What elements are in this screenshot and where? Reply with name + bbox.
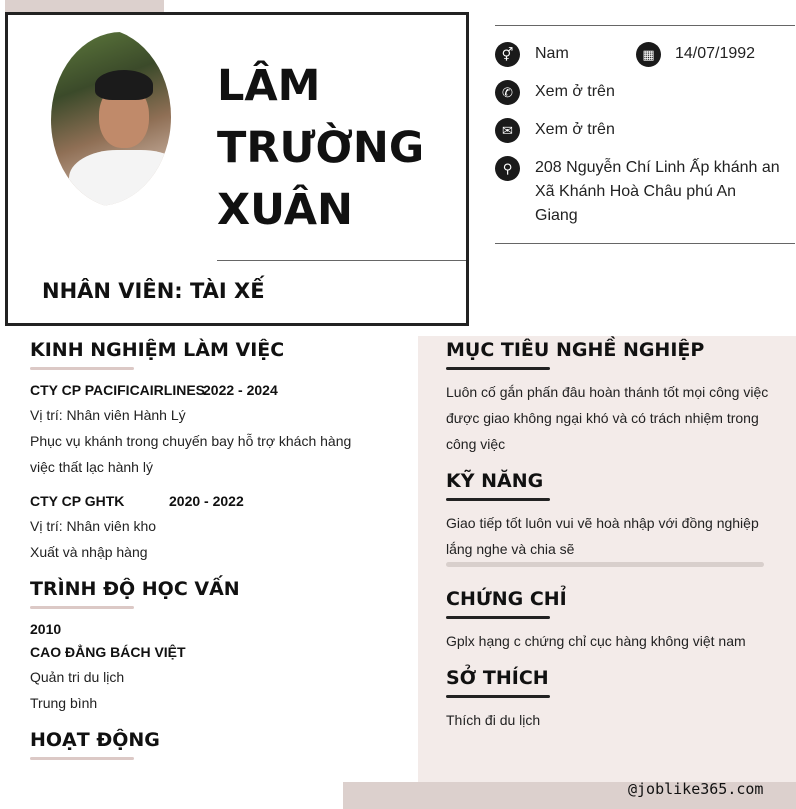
objective-heading: MỤC TIÊU NGHỀ NGHIỆP bbox=[446, 339, 705, 361]
name-line: XUÂN bbox=[217, 185, 354, 235]
gender-icon: ⚥ bbox=[495, 42, 520, 67]
location-pin-icon: ⚲ bbox=[495, 156, 520, 181]
education-heading: TRÌNH ĐỘ HỌC VẤN bbox=[30, 578, 240, 600]
skills-line: Giao tiếp tốt luôn vui vẽ hoà nhập với đồng nghiệp bbox=[446, 515, 759, 531]
job-description-line: việc thất lạc hành lý bbox=[30, 459, 153, 475]
job-company: CTY CP GHTK bbox=[30, 493, 125, 509]
objective-text bbox=[446, 379, 775, 457]
certificates-heading-bar bbox=[446, 616, 550, 619]
certificates-heading: CHỨNG CHỈ bbox=[446, 588, 567, 610]
hobbies-text: Thích đi du lịch bbox=[446, 712, 541, 728]
avatar-photo bbox=[51, 32, 171, 206]
education-heading-bar bbox=[30, 606, 134, 609]
certificates-text: Gplx hạng c chứng chỉ cục hàng không việt nam bbox=[446, 633, 746, 649]
objective-line: công việc bbox=[446, 436, 506, 452]
objective-line: Luôn cố gắn phấn đâu hoàn thánh tốt mọi công việc bbox=[446, 384, 769, 400]
hobbies-heading: SỞ THÍCH bbox=[446, 667, 549, 689]
job-company: CTY CP PACIFICAIRLINES bbox=[30, 382, 206, 398]
address-line: 208 Nguyễn Chí Linh Ấp khánh an bbox=[535, 159, 780, 176]
birthdate-value: 14/07/1992 bbox=[675, 45, 756, 62]
address-line: Xã Khánh Hoà Châu phú An bbox=[535, 183, 737, 200]
name-divider bbox=[217, 260, 466, 261]
site-watermark: @joblike365.com bbox=[628, 780, 764, 798]
job-period: 2022 - 2024 bbox=[203, 382, 278, 398]
activities-heading: HOẠT ĐỘNG bbox=[30, 729, 160, 751]
avatar bbox=[25, 28, 171, 206]
job-role: NHÂN VIÊN: TÀI XẾ bbox=[42, 279, 265, 303]
contact-divider-top bbox=[495, 25, 795, 26]
job-description-line: Xuất và nhập hàng bbox=[30, 544, 148, 560]
experience-heading-bar bbox=[30, 367, 134, 370]
activities-heading-bar bbox=[30, 757, 134, 760]
gender-value: Nam bbox=[535, 45, 569, 62]
hobbies-heading-bar bbox=[446, 695, 550, 698]
job-period: 2020 - 2022 bbox=[169, 493, 244, 509]
education-grade: Trung bình bbox=[30, 695, 98, 711]
skills-heading: KỸ NĂNG bbox=[446, 470, 544, 492]
skills-heading-bar bbox=[446, 498, 550, 501]
name-line: TRƯỜNG bbox=[217, 123, 425, 173]
email-value: Xem ở trên bbox=[535, 121, 615, 138]
phone-value: Xem ở trên bbox=[535, 83, 615, 100]
full-name bbox=[217, 55, 424, 241]
calendar-icon: ▦ bbox=[636, 42, 661, 67]
education-year: 2010 bbox=[30, 621, 62, 637]
objective-line: được giao không ngại khó và có trách nhiệm trong bbox=[446, 410, 759, 426]
name-line: LÂM bbox=[217, 61, 321, 111]
experience-heading: KINH NGHIỆM LÀM VIỆC bbox=[30, 339, 285, 361]
address-line: Giang bbox=[535, 207, 578, 224]
address-value bbox=[535, 156, 780, 228]
skill-level-bar bbox=[446, 562, 764, 567]
education-school: CAO ĐẲNG BÁCH VIỆT bbox=[30, 644, 186, 660]
contact-divider-bottom bbox=[495, 243, 795, 244]
skills-line: lắng nghe và chia sẽ bbox=[446, 541, 575, 557]
education-major: Quản tri du lịch bbox=[30, 669, 125, 685]
skills-text bbox=[446, 510, 775, 562]
job-position: Vị trí: Nhân viên kho bbox=[30, 518, 157, 534]
job-position: Vị trí: Nhân viên Hành Lý bbox=[30, 407, 186, 423]
phone-icon: ✆ bbox=[495, 80, 520, 105]
mail-icon: ✉ bbox=[495, 118, 520, 143]
job-description-line: Phục vụ khánh trong chuyến bay hỗ trợ khách hàng bbox=[30, 433, 352, 449]
objective-heading-bar bbox=[446, 367, 550, 370]
